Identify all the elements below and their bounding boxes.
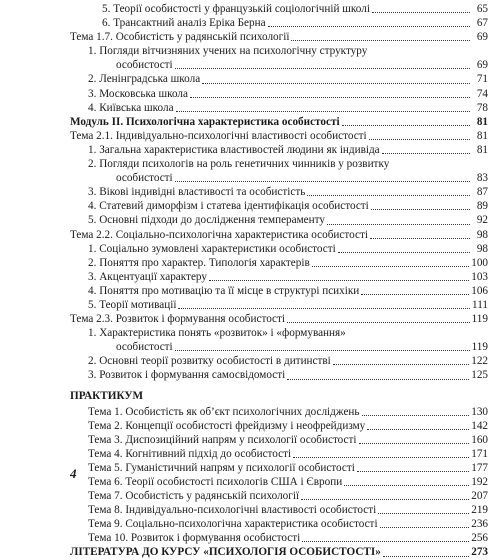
- toc-entry[interactable]: [70, 419, 488, 433]
- toc-entry-title: 5. Основні підходи до дослідження темпераменту: [88, 214, 325, 227]
- toc-entry-title: 1. Загальна характеристика властивостей людини як індивіда: [88, 143, 380, 156]
- dot-leader: [383, 556, 469, 557]
- toc-entry-page: 192: [471, 476, 488, 488]
- dot-leader: [357, 471, 469, 472]
- dot-leader: [333, 364, 469, 365]
- toc-entry[interactable]: [70, 242, 488, 256]
- toc-entry-title: особистості: [116, 172, 173, 185]
- toc-entry-literature[interactable]: [70, 545, 488, 559]
- toc-entry-page: 273: [471, 546, 488, 559]
- dot-leader: [362, 415, 470, 416]
- dot-leader: [382, 153, 470, 154]
- toc-entry-title: 1. Характеристика понять «розвиток» і «формування»: [88, 327, 346, 340]
- toc-entry-page: 219: [471, 504, 488, 517]
- toc-practicum-section: [70, 405, 488, 546]
- dot-leader: [175, 181, 470, 182]
- toc-entry[interactable]: [70, 270, 488, 284]
- toc-entry-page: 256: [471, 532, 488, 545]
- toc-entry-line[interactable]: [70, 44, 488, 58]
- toc-entry-page: 177: [471, 461, 488, 474]
- dot-leader: [287, 379, 469, 380]
- toc-entry[interactable]: [70, 531, 488, 545]
- toc-entry[interactable]: [70, 101, 488, 115]
- toc-entry[interactable]: [70, 115, 488, 129]
- toc-entry-page: 83: [476, 172, 488, 185]
- toc-entry-title: Тема 9. Соціально-психологічна характеристика особистості: [88, 518, 378, 531]
- toc-entry-page: 236: [471, 518, 488, 531]
- toc-entry-page: 111: [472, 298, 488, 311]
- dot-leader: [370, 238, 470, 239]
- dot-leader: [359, 443, 470, 444]
- dot-leader: [338, 252, 470, 253]
- toc-entry[interactable]: [70, 405, 488, 419]
- toc-entry-title: 2. Основні теорії розвитку особистості в дитинстві: [88, 355, 331, 368]
- toc-entry-title: 3. Вікові індивідні властивості та особистість: [88, 186, 306, 199]
- toc-entry-title: Тема 2.3. Розвиток і формування особистості: [70, 313, 286, 326]
- toc-entry-page: 100: [471, 256, 488, 269]
- dot-leader: [372, 12, 470, 13]
- toc-entry[interactable]: [70, 503, 488, 517]
- toc-entry[interactable]: [70, 475, 488, 489]
- toc-entry[interactable]: [70, 72, 488, 86]
- toc-entry[interactable]: [70, 2, 488, 16]
- practicum-heading: ПРАКТИКУМ: [70, 389, 144, 402]
- toc-entry[interactable]: [70, 298, 488, 312]
- toc-entry-page: 92: [476, 214, 488, 227]
- toc-entry[interactable]: [70, 368, 488, 382]
- toc-entry-page: 69: [476, 59, 488, 72]
- toc-entry-title: особистості: [116, 59, 173, 72]
- dot-leader: [175, 350, 470, 351]
- toc-entry-title: 2. Ленінградська школа: [88, 73, 201, 86]
- toc-entry-title: 5. Теорії особистості у французькій соціологічній школі: [102, 3, 370, 15]
- toc-entry-page: 67: [476, 17, 488, 30]
- toc-entry-title: 2. Поняття про характер. Типологія характерів: [88, 256, 310, 269]
- toc-entry-title: 6. Трансактний аналіз Еріка Берна: [102, 17, 266, 30]
- toc-entry-title: Тема 2.2. Соціально-психологічна характеристика особистості: [70, 228, 368, 241]
- toc-entry-page: 119: [471, 313, 488, 326]
- toc-entry-title: Тема 4. Когнітивний підхід до особистості: [88, 447, 292, 460]
- toc-entry[interactable]: [70, 228, 488, 242]
- toc-entry-title: Тема 7. Особистість у радянській психології: [88, 490, 300, 503]
- dot-leader: [380, 527, 470, 528]
- table-of-contents: [70, 2, 488, 560]
- toc-entry-page: 142: [471, 419, 488, 432]
- toc-entry[interactable]: [70, 312, 488, 326]
- dot-leader: [175, 68, 470, 69]
- toc-entry-title: Тема 6. Теорії особистості психологів США і Європи: [88, 476, 343, 488]
- toc-entry[interactable]: [70, 340, 488, 354]
- toc-entry-page: 171: [471, 447, 488, 460]
- toc-entry[interactable]: [70, 461, 488, 475]
- toc-main-section: [70, 2, 488, 383]
- toc-entry-title: Тема 1.7. Особистість у радянській психології: [70, 31, 290, 44]
- toc-entry[interactable]: [70, 284, 488, 298]
- toc-entry-page: 87: [476, 186, 488, 199]
- dot-leader: [287, 322, 470, 323]
- toc-entry-title: Тема 1. Особистість як об’єкт психологічних досліджень: [88, 405, 360, 418]
- toc-entry-title: ЛІТЕРАТУРА ДО КУРСУ «ПСИХОЛОГІЯ ОСОБИСТОСТІ»: [70, 546, 381, 559]
- toc-entry-page: 98: [476, 242, 488, 255]
- toc-entry-title: Тема 2. Концепції особистості фрейдизму і неофрейдизму: [88, 419, 366, 432]
- dot-leader: [190, 97, 470, 98]
- toc-entry[interactable]: [70, 517, 488, 531]
- toc-entry[interactable]: [70, 354, 488, 368]
- dot-leader: [371, 209, 470, 210]
- toc-entry-line[interactable]: [70, 157, 488, 171]
- toc-entry-page: 81: [476, 115, 488, 128]
- toc-entry[interactable]: [70, 447, 488, 461]
- toc-entry[interactable]: [70, 185, 488, 199]
- dot-leader: [293, 457, 469, 458]
- toc-entry-title: Тема 8. Індивідуально-психологічні властивості особистості: [88, 504, 377, 517]
- toc-entry-title: 3. Акцентуації характеру: [88, 270, 207, 283]
- dot-leader: [202, 83, 470, 84]
- toc-entry-title: Тема 3. Диспозиційний напрям у психології особистості: [88, 433, 357, 446]
- toc-entry-title: 4. Київська школа: [88, 101, 174, 114]
- toc-entry-page: 119: [471, 341, 488, 354]
- dot-leader: [312, 266, 469, 267]
- toc-entry-page: 98: [476, 228, 488, 241]
- toc-entry-page: 74: [476, 87, 488, 100]
- dot-leader: [369, 139, 470, 140]
- toc-entry-line[interactable]: [70, 326, 488, 340]
- toc-entry[interactable]: [70, 87, 488, 101]
- toc-entry-page: 207: [471, 490, 488, 503]
- page-number: 4: [70, 466, 77, 481]
- toc-entry-title: 1. Погляди вітчизняних учених на психологічну структуру: [88, 45, 368, 58]
- toc-entry[interactable]: [70, 58, 488, 72]
- toc-entry-page: 103: [471, 270, 488, 283]
- toc-entry[interactable]: [70, 171, 488, 185]
- toc-entry-title: Модуль ІІ. Психологічна характеристика особистості: [70, 115, 340, 128]
- dot-leader: [178, 308, 470, 309]
- dot-leader: [268, 26, 470, 27]
- toc-entry-title: 4. Поняття про мотивацію та її місце в структурі психіки: [88, 284, 360, 297]
- dot-leader: [291, 40, 470, 41]
- toc-entry-title: Тема 10. Розвиток і формування особистості: [88, 532, 301, 545]
- toc-entry-page: 71: [476, 73, 488, 86]
- toc-entry-page: 122: [471, 355, 488, 368]
- toc-entry-title: особистості: [116, 341, 173, 354]
- dot-leader: [361, 294, 469, 295]
- toc-entry-page: 81: [476, 129, 488, 142]
- toc-entry-title: Тема 2.1. Індивідуально-психологічні властивості особистості: [70, 129, 367, 142]
- toc-entry-title: 3. Московська школа: [88, 87, 188, 100]
- toc-entry[interactable]: [70, 16, 488, 30]
- toc-entry-page: 160: [471, 433, 488, 446]
- toc-entry-page: 81: [476, 143, 488, 156]
- toc-entry[interactable]: [70, 213, 488, 227]
- dot-leader: [378, 513, 469, 514]
- dot-leader: [176, 111, 470, 112]
- toc-entry-title: Тема 5. Гуманістичний напрям у психології особистості: [88, 461, 355, 474]
- toc-entry[interactable]: [70, 143, 488, 157]
- toc-entry[interactable]: [70, 489, 488, 503]
- toc-entry[interactable]: [70, 30, 488, 44]
- dot-leader: [342, 125, 470, 126]
- toc-entry-page: 130: [471, 405, 488, 418]
- toc-entry-title: 5. Теорії мотивації: [88, 298, 177, 311]
- toc-entry[interactable]: [70, 433, 488, 447]
- dot-leader: [209, 280, 469, 281]
- dot-leader: [327, 224, 470, 225]
- dot-leader: [302, 541, 469, 542]
- toc-entry-page: 69: [476, 31, 488, 44]
- toc-entry-page: 89: [476, 200, 488, 213]
- toc-entry-page: 65: [476, 3, 488, 15]
- dot-leader: [344, 485, 469, 486]
- toc-entry-page: 106: [471, 284, 488, 297]
- toc-entry[interactable]: [70, 256, 488, 270]
- toc-entry[interactable]: [70, 199, 488, 213]
- toc-entry-title: 3. Розвиток і формування самосвідомості: [88, 369, 286, 382]
- toc-entry-page: 78: [476, 101, 488, 114]
- toc-entry[interactable]: [70, 129, 488, 143]
- dot-leader: [307, 195, 470, 196]
- toc-entry-title: 2. Погляди психологів на роль генетичних чинників у розвитку: [88, 158, 390, 171]
- dot-leader: [367, 429, 469, 430]
- toc-entry-title: 1. Соціально зумовлені характеристики особистості: [88, 242, 336, 255]
- toc-entry-page: 125: [471, 369, 488, 382]
- toc-entry-title: 4. Статевий диморфізм і статева ідентифікація особистості: [88, 200, 369, 213]
